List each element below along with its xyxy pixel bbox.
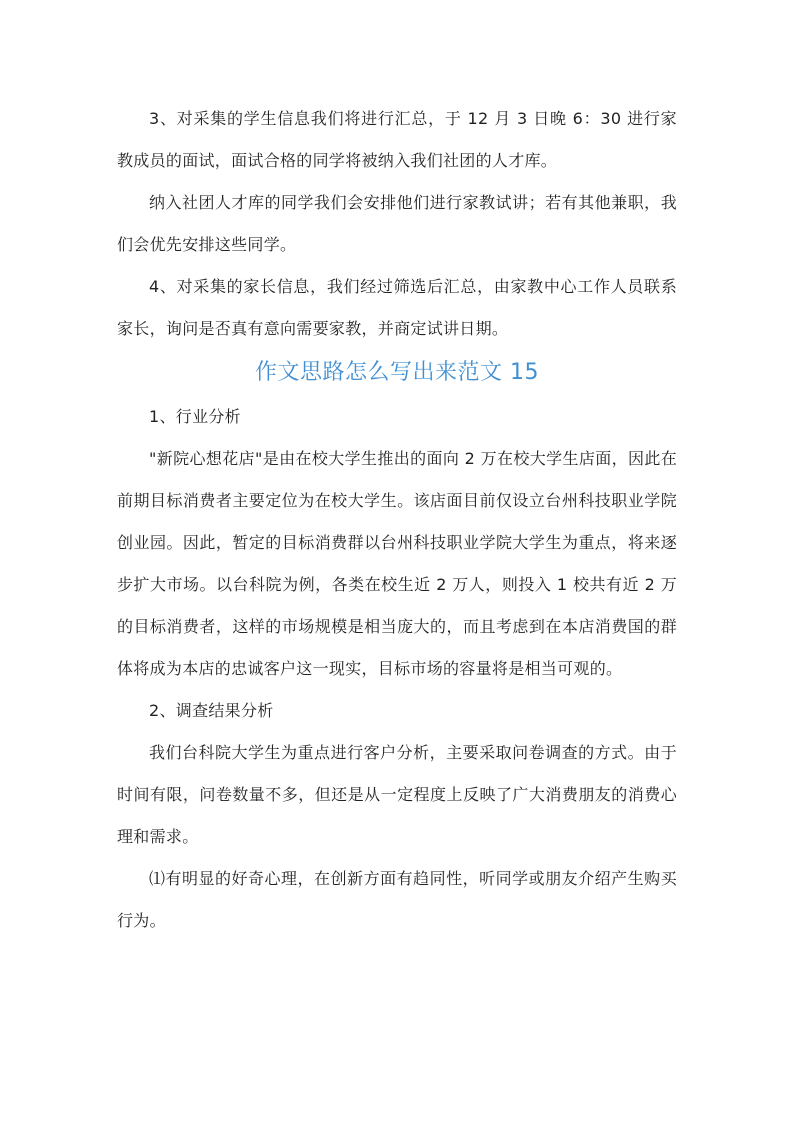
paragraph-industry-analysis: "新院心想花店"是由在校大学生推出的面向 2 万在校大学生店面，因此在前期目标消费者主要定位为在校大学生。该店面目前仅设立台州科技职业学院创业园。因此，暂定的目标消费群以台州科技职业学院大学生为重点，将来逐步扩大市场。以台科院为例，各类在校生近 2 万人，则投入 1 校共有近 2 万的目标消费者，这样的市场规模是相当庞大的，而且考虑到在本店消费国的群体将成为本店的忠诚客户这一现实，目标市场的容量将是相当可观的。 <box>117 449 677 678</box>
heading-industry-analysis: 1、行业分析 <box>149 407 241 426</box>
paragraph-talent-pool: 纳入社团人才库的同学我们会安排他们进行家教试讲；若有其他兼职，我们会优先安排这些同学。 <box>117 193 677 254</box>
paragraph-step-3: 3、对采集的学生信息我们将进行汇总，于 12 月 3 日晚 6：30 进行家教成员的面试，面试合格的同学将被纳入我们社团的人才库。 <box>117 109 677 170</box>
paragraph-step-4: 4、对采集的家长信息，我们经过筛选后汇总，由家教中心工作人员联系家长，询问是否真有意向需要家教，并商定试讲日期。 <box>117 277 677 338</box>
document-body <box>117 98 677 942</box>
section-title: 作文思路怎么写出来范文 15 <box>255 360 539 385</box>
paragraph-curiosity: ⑴有明显的好奇心理，在创新方面有趋同性，听同学或朋友介绍产生购买行为。 <box>117 869 677 930</box>
paragraph-survey-analysis: 我们台科院大学生为重点进行客户分析，主要采取问卷调查的方式。由于时间有限，问卷数量不多，但还是从一定程度上反映了广大消费朋友的消费心理和需求。 <box>117 743 677 846</box>
heading-survey-analysis: 2、调查结果分析 <box>149 701 274 720</box>
